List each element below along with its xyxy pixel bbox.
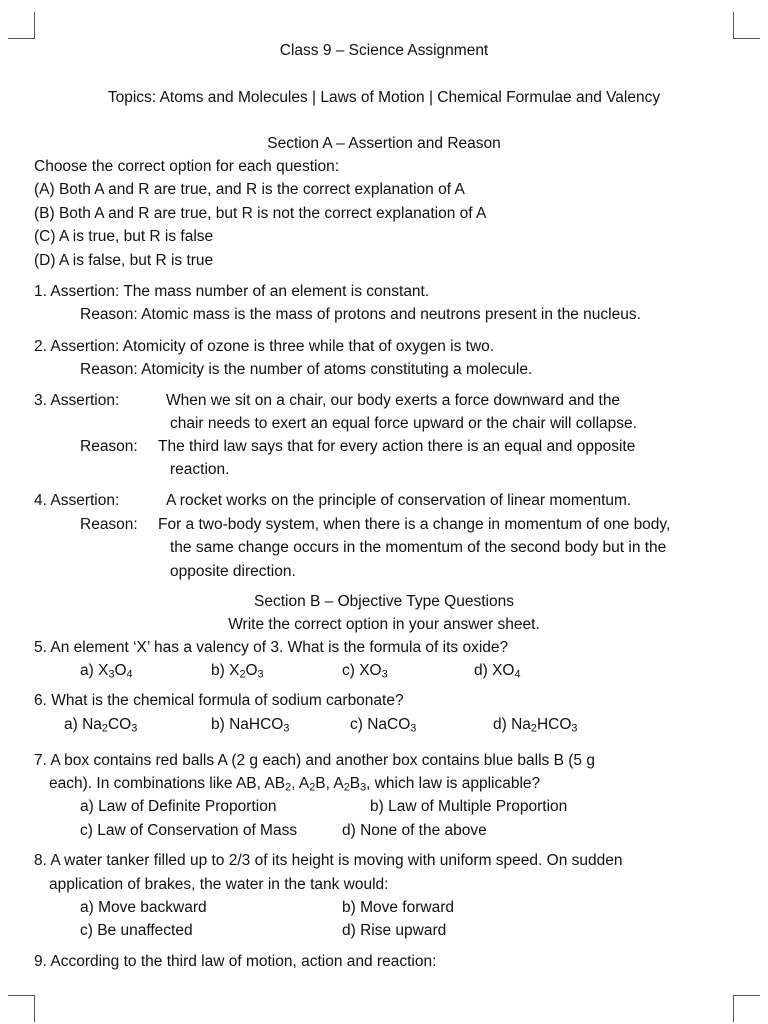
crop-mark-top-left — [8, 12, 35, 39]
q5-option-d: d) $XO_4$ — [474, 662, 521, 681]
q8-option-b: b) Move forward — [342, 899, 454, 916]
section-a-instruction: Choose the correct option for each question: — [34, 158, 340, 175]
q8-option-a: a) Move backward — [80, 899, 207, 916]
q2-assertion: 2. Assertion: Atomicity of ozone is three while that of oxygen is two. — [34, 338, 495, 355]
q3-assertion-line-1: When we sit on a chair, our body exerts a force downward and the — [166, 392, 621, 409]
q7-option-a: a) Law of Definite Proportion — [80, 798, 277, 815]
page-title: Class 9 – Science Assignment — [279, 42, 489, 59]
option-d: (D) A is false, but R is true — [34, 252, 214, 269]
q6-option-a: a) $Na_2CO_3$ — [64, 716, 138, 735]
q8-question-line-2: application of brakes, the water in the tank would: — [49, 876, 389, 893]
q9-question: 9. According to the third law of motion, action and reaction: — [34, 953, 437, 970]
section-b-heading: Section B – Objective Type Questions — [254, 593, 514, 610]
section-b-instruction: Write the correct option in your answer sheet. — [228, 616, 540, 633]
q5-option-b: b) $X_2O_3$ — [211, 662, 264, 681]
q7-option-b: b) Law of Multiple Proportion — [370, 798, 568, 815]
q4-assertion-label: 4. Assertion: — [34, 492, 120, 509]
q8-question-line-1: 8. A water tanker filled up to 2/3 of its height is moving with uniform speed. On sudden — [34, 852, 623, 869]
q4-reason-line-2: the same change occurs in the momentum of the second body but in the — [170, 539, 667, 556]
q7-option-c: c) Law of Conservation of Mass — [80, 822, 298, 839]
topics-line: Topics: Atoms and Molecules | Laws of Motion | Chemical Formulae and Valency — [107, 89, 661, 106]
q5-option-a: a) $X_3O_4$ — [80, 662, 133, 681]
q7-option-d: d) None of the above — [342, 822, 487, 839]
q6-option-c: c) NaCO$_3$ — [350, 716, 417, 735]
option-a: (A) Both A and R are true, and R is the correct explanation of A — [34, 181, 465, 198]
q8-option-c: c) Be unaffected — [80, 922, 193, 939]
q4-reason-line-3: opposite direction. — [170, 563, 296, 580]
q4-reason-line-1: For a two-body system, when there is a change in momentum of one body, — [158, 516, 671, 533]
q7-question-line-2: each). In combinations like AB, $AB_2$, $A_2B$, $A_2B_3$, which law is applicable? — [49, 775, 541, 794]
section-a-heading: Section A – Assertion and Reason — [267, 135, 501, 152]
q4-reason-label: Reason: — [80, 516, 138, 533]
q6-question: 6. What is the chemical formula of sodium carbonate? — [34, 692, 404, 709]
q3-assertion-line-2: chair needs to exert an equal force upward or the chair will collapse. — [170, 415, 637, 432]
q5-option-c: c) $XO_3$ — [342, 662, 388, 681]
q4-assertion-line-1: A rocket works on the principle of conservation of linear momentum. — [166, 492, 632, 509]
crop-mark-top-right — [733, 12, 760, 39]
q1-reason: Reason: Atomic mass is the mass of protons and neutrons present in the nucleus. — [80, 306, 641, 323]
q5-question: 5. An element ‘X’ has a valency of 3. What is the formula of its oxide? — [34, 639, 509, 656]
q3-reason-label: Reason: — [80, 438, 138, 455]
q7-question-line-1: 7. A box contains red balls A (2 g each) and another box contains blue balls B (5 g — [34, 752, 595, 769]
q3-reason-line-1: The third law says that for every action there is an equal and opposite — [158, 438, 636, 455]
q3-assertion-label: 3. Assertion: — [34, 392, 120, 409]
q2-reason: Reason: Atomicity is the number of atoms constituting a molecule. — [80, 361, 533, 378]
q8-option-d: d) Rise upward — [342, 922, 447, 939]
option-c: (C) A is true, but R is false — [34, 228, 214, 245]
q6-option-b: b) NaHCO$_3$ — [211, 716, 290, 735]
q1-assertion: 1. Assertion: The mass number of an element is constant. — [34, 283, 430, 300]
option-b: (B) Both A and R are true, but R is not the correct explanation of A — [34, 205, 487, 222]
crop-mark-bottom-right — [733, 995, 760, 1022]
q3-reason-line-2: reaction. — [170, 461, 230, 478]
crop-mark-bottom-left — [8, 995, 35, 1022]
q6-option-d: d) $Na_2HCO_3$ — [493, 716, 578, 735]
